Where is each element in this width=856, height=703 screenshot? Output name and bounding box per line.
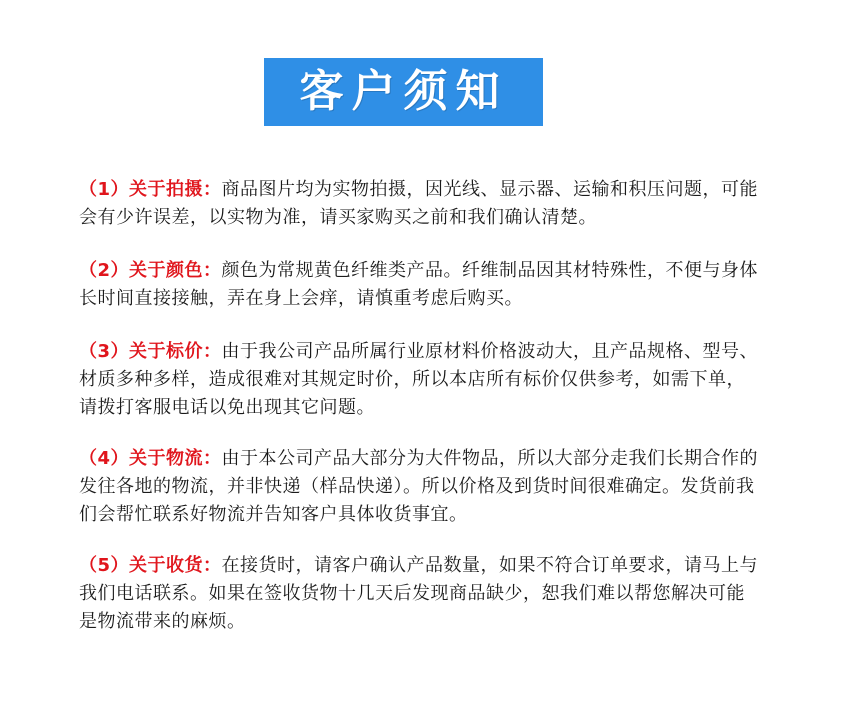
notice-item-receiving (79, 552, 759, 636)
notice-label: （1）关于拍摄： (79, 179, 222, 200)
title-banner (264, 58, 543, 126)
notice-label: （5）关于收货： (79, 555, 222, 576)
notice-text: 由于我公司产品所属行业原材料价格波动大，且产品规格、型号、材质多种多样，造成很难对其规定时价，所以本店所有标价仅供参考，如需下单，请拨打客服电话以免出现其它问题。 (79, 341, 759, 418)
notice-item-price (79, 338, 759, 422)
notice-item-logistics (79, 445, 759, 529)
notice-label: （4）关于物流： (79, 448, 222, 469)
notice-text: 颜色为常规黄色纤维类产品。纤维制品因其材特殊性，不便与身体长时间直接接触，弄在身上会痒，请慎重考虑后购买。 (79, 260, 759, 309)
notice-label: （3）关于标价： (79, 341, 222, 362)
notice-item-color (79, 257, 759, 313)
notice-text: 由于本公司产品大部分为大件物品，所以大部分走我们长期合作的发往各地的物流，并非快递（样品快递）。所以价格及到货时间很难确定。发货前我们会帮忙联系好物流并告知客户具体收货事宜。 (79, 448, 759, 525)
notice-item-photo (79, 176, 759, 232)
notice-text: 在接货时，请客户确认产品数量，如果不符合订单要求，请马上与我们电话联系。如果在签收货物十几天后发现商品缺少，恕我们难以帮您解决可能是物流带来的麻烦。 (79, 555, 759, 632)
notice-text: 商品图片均为实物拍摄，因光线、显示器、运输和积压问题，可能会有少许误差，以实物为准，请买家购买之前和我们确认清楚。 (79, 179, 759, 228)
page-title: 客户须知 (299, 66, 508, 117)
notice-label: （2）关于颜色： (79, 260, 222, 281)
